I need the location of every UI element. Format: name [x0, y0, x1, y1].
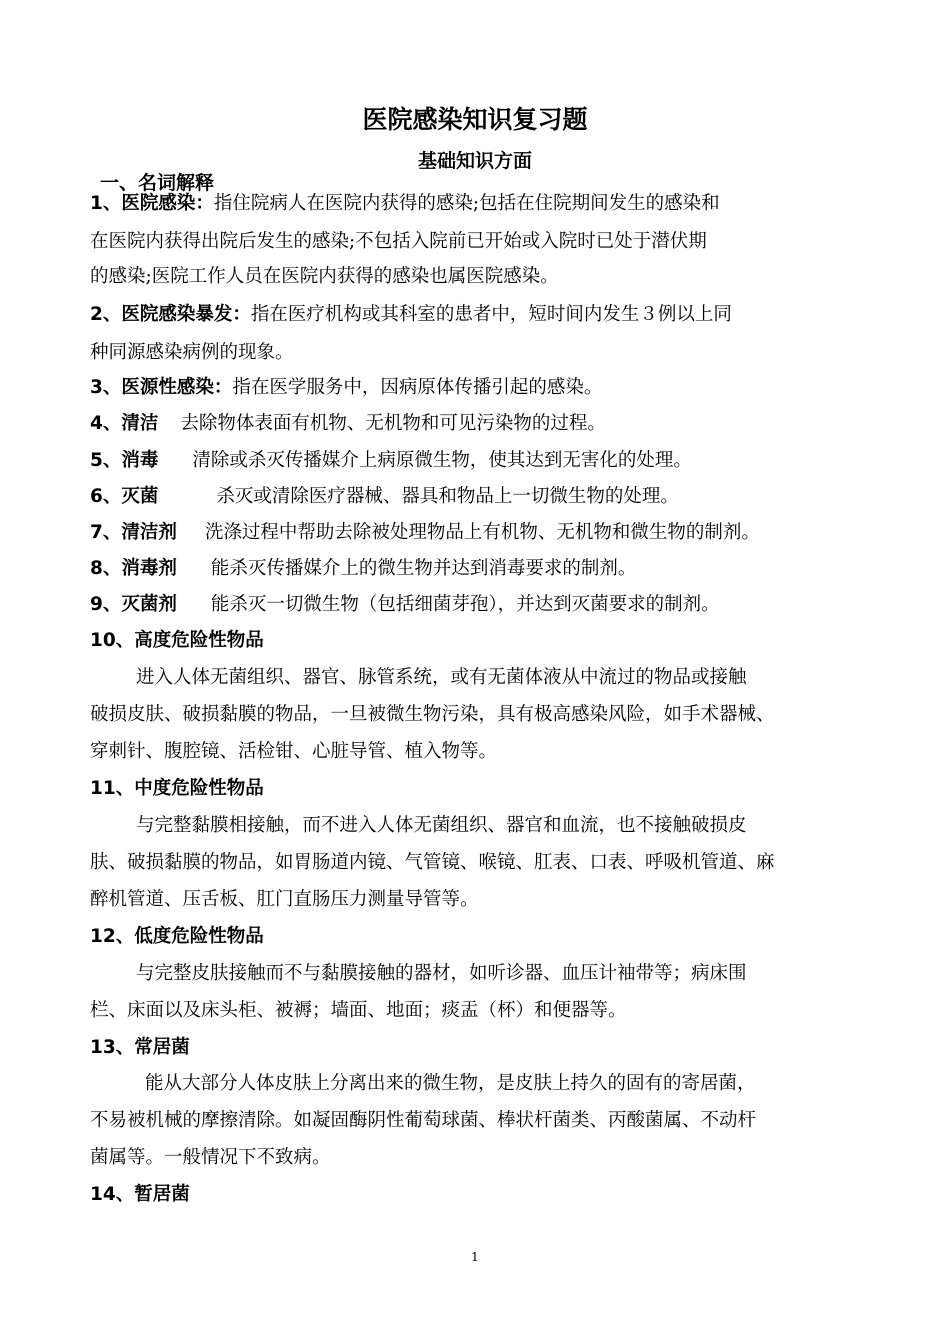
definition-line [90, 593, 720, 617]
definition-text: 能从大部分人体皮肤上分离出来的微生物，是皮肤上持久的固有的寄居菌， [145, 1073, 756, 1094]
definition-text: 去除物体表面有机物、无机物和可见污染物的过程。 [180, 413, 606, 434]
definition-heading: 13、常居菌 [90, 1037, 190, 1058]
definition-text: 能杀灭传播媒介上的微生物并达到消毒要求的制剂。 [210, 558, 637, 579]
definition-term: 6、灭菌 [90, 486, 159, 507]
definition-line [90, 412, 606, 436]
definition-heading: 14、暂居菌 [90, 1184, 190, 1205]
section-heading: 一、名词解释 [100, 172, 215, 194]
definition-text: 的感染;医院工作人员在医院内获得的感染也属医院感染。 [90, 266, 559, 287]
definition-line [90, 485, 679, 509]
definition-heading: 11、中度危险性物品 [90, 778, 264, 799]
definition-text: 菌属等。一般情况下不致病。 [90, 1147, 331, 1168]
definition-text: 种同源感染病例的现象。 [90, 342, 294, 363]
definition-heading: 12、低度危险性物品 [90, 926, 264, 947]
definition-text: 指在医疗机构或其科室的患者中，短时间内发生３例以上同 [250, 304, 732, 325]
definition-text: 穿刺针、腹腔镜、活检钳、心脏导管、植入物等。 [90, 741, 498, 762]
definition-line [90, 557, 636, 581]
definition-text: 能杀灭一切微生物（包括细菌芽孢），并达到灭菌要求的制剂。 [210, 594, 720, 615]
definition-line [90, 303, 732, 327]
definition-text: 与完整黏膜相接触，而不进入人体无菌组织、器官和血流，也不接触破损皮 [136, 815, 747, 836]
definition-text: 破损皮肤、破损黏膜的物品，一旦被微生物污染，具有极高感染风险，如手术器械、 [90, 704, 775, 725]
definition-term: 2、医院感染暴发： [90, 304, 251, 325]
definition-text: 指住院病人在医院内获得的感染;包括在住院期间发生的感染和 [213, 193, 720, 214]
definition-text: 清除或杀灭传播媒介上病原微生物，使其达到无害化的处理。 [192, 450, 692, 471]
definition-term: 3、医源性感染： [90, 377, 233, 398]
definition-text: 指在医学服务中，因病原体传播引起的感染。 [232, 377, 603, 398]
page-number: 1 [471, 1250, 479, 1264]
definition-term: 8、消毒剂 [90, 558, 177, 579]
definition-text: 栏、床面以及床头柜、被褥；墙面、地面；痰盂（杯）和便器等。 [90, 1000, 627, 1021]
definition-line [90, 521, 760, 545]
definition-term: 4、清洁 [90, 413, 159, 434]
definition-text: 在医院内获得出院后发生的感染;不包括入院前已开始或入院时已处于潜伏期 [90, 231, 707, 252]
document-subtitle: 基础知识方面 [417, 150, 532, 172]
definition-text: 肤、破损黏膜的物品，如胃肠道内镜、气管镜、喉镜、肛表、口表、呼吸机管道、麻 [90, 852, 775, 873]
definition-term: 7、清洁剂 [90, 522, 177, 543]
definition-text: 杀灭或清除医疗器械、器具和物品上一切微生物的处理。 [216, 486, 679, 507]
definition-term: 9、灭菌剂 [90, 594, 177, 615]
definition-line [90, 192, 720, 216]
definition-text: 进入人体无菌组织、器官、脉管系统，或有无菌体液从中流过的物品或接触 [136, 667, 747, 688]
definition-term: 5、消毒 [90, 450, 159, 471]
definition-heading: 10、高度危险性物品 [90, 630, 264, 651]
definition-line [90, 376, 602, 400]
document-title: 医院感染知识复习题 [362, 105, 588, 134]
definition-text: 洗涤过程中帮助去除被处理物品上有机物、无机物和微生物的制剂。 [204, 522, 760, 543]
definition-text: 不易被机械的摩擦清除。如凝固酶阴性葡萄球菌、棒状杆菌类、丙酸菌属、不动杆 [90, 1110, 757, 1131]
definition-line [90, 449, 692, 473]
definition-text: 醉机管道、压舌板、肛门直肠压力测量导管等。 [90, 889, 479, 910]
definition-text: 与完整皮肤接触而不与黏膜接触的器材，如听诊器、血压计袖带等；病床围 [136, 963, 747, 984]
definition-term: 1、医院感染： [90, 193, 214, 214]
